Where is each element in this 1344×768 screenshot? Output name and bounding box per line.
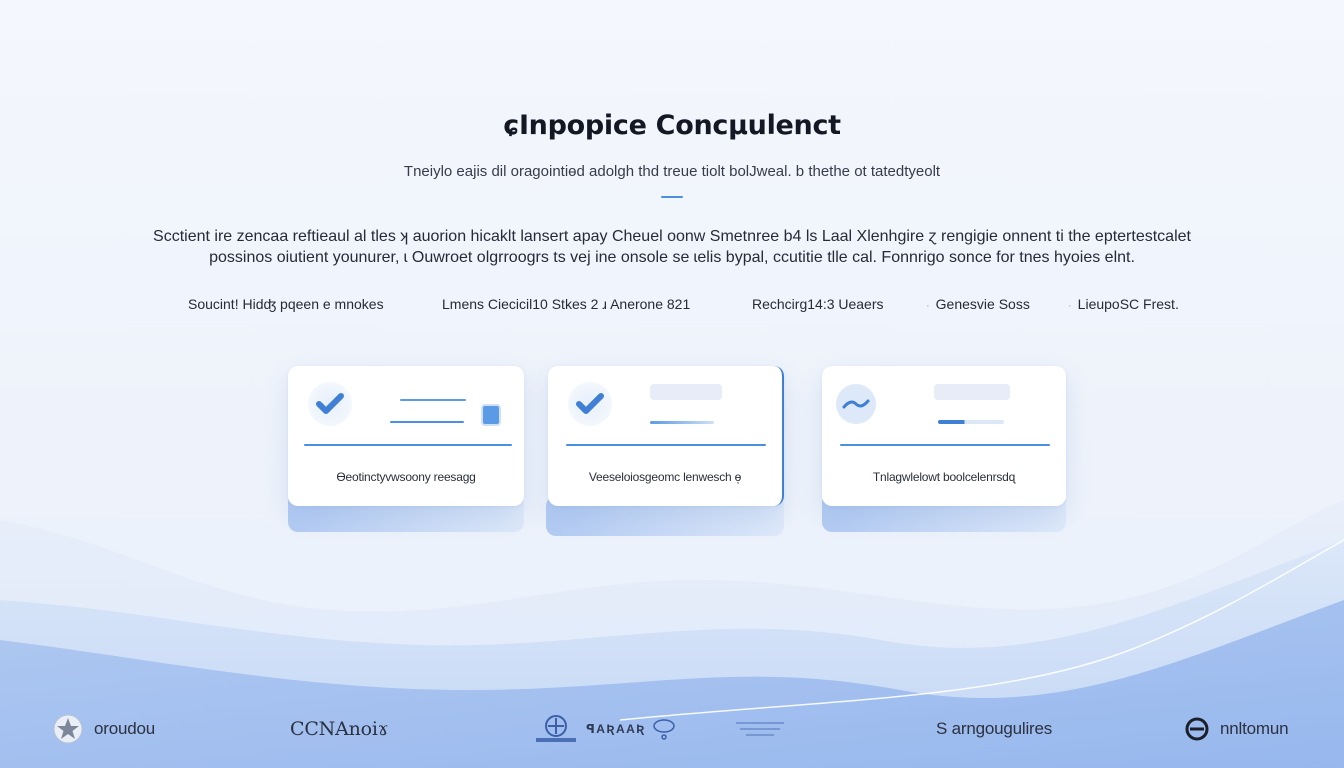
feature-card-1[interactable] — [288, 366, 524, 506]
feature-card-3[interactable] — [822, 366, 1066, 506]
card-divider — [566, 444, 766, 446]
feature-item: Soucint! Hidʤ pqeen e mnokes — [188, 296, 384, 312]
description — [100, 226, 1244, 268]
card-caption: Tnlagwlelowt boolcelenrsdɋ — [872, 470, 1016, 484]
card-placeholder — [934, 384, 1010, 400]
partner-logo-3: ꟼAƦAAƦ — [534, 712, 788, 746]
card-divider — [840, 444, 1050, 446]
circle-s-icon — [1184, 716, 1210, 742]
card-divider — [304, 444, 512, 446]
sailboat-icon — [732, 719, 788, 739]
partner-logo-1: oroudou — [52, 712, 155, 746]
check-icon — [308, 382, 352, 426]
description-line-1: Scctient ire zencaa reftieaul al tles ʞ auorion hicaklt lansert apay Cheuel oonw Smetnree b4 ls Laal Xlenhgire ɀ rengigie onnent ti the eptertestcalet — [153, 228, 1191, 245]
card-caption: Ɵeotinctyvwsoony reesagg — [336, 470, 476, 484]
bullet-dot: · — [1068, 300, 1072, 312]
partner-logo-2: CCNAnoiɤ — [290, 718, 389, 740]
card-caption: Veeseloiosgeomc lenwesch ɵͅ — [588, 470, 742, 484]
description-line-2: possinos oiutient younurer, ɩ Ouwroet olgrroogrs ts vej ine onsole se ɩelis bypal, ccutitie tlle cal. Fonnrigo sonce for tnes hyoies elnt. — [209, 249, 1135, 266]
tilde-icon — [836, 384, 876, 424]
page-title: ɕInpopice Concµulenct — [503, 110, 841, 141]
feature-card-2[interactable] — [548, 366, 784, 506]
crest-icon — [534, 712, 578, 746]
feature-list — [0, 296, 1344, 316]
square-icon — [481, 404, 501, 426]
bullet-dot: · — [926, 300, 930, 312]
card-progress — [650, 421, 714, 424]
hero — [0, 110, 1344, 198]
swirl-icon — [652, 716, 676, 742]
partner-logo-5: nnltomun — [1184, 712, 1288, 746]
feature-item: · Genesvie Soss — [926, 296, 1030, 312]
feature-item: · LieupoSC Frest. — [1068, 296, 1179, 312]
card-bar — [400, 399, 466, 401]
page-subtitle: Tneiylo eajis dil oragointiɵd adolgh thd treue tiolt bolJweal. b thethe ot tatedtyeolt — [403, 163, 941, 180]
check-icon — [568, 382, 612, 426]
card-progress — [938, 420, 1004, 424]
accent-divider — [661, 196, 683, 198]
feature-item: Rechcirg14:3 Ueaers — [752, 296, 884, 312]
star-badge-icon — [52, 713, 84, 745]
card-placeholder — [650, 384, 722, 400]
feature-item: Lmens Ciecicil10 Stkes 2 ɹ Anerone 821 — [442, 296, 691, 312]
card-bar — [390, 421, 464, 423]
partner-logo-4: S arngougulires — [936, 719, 1053, 738]
